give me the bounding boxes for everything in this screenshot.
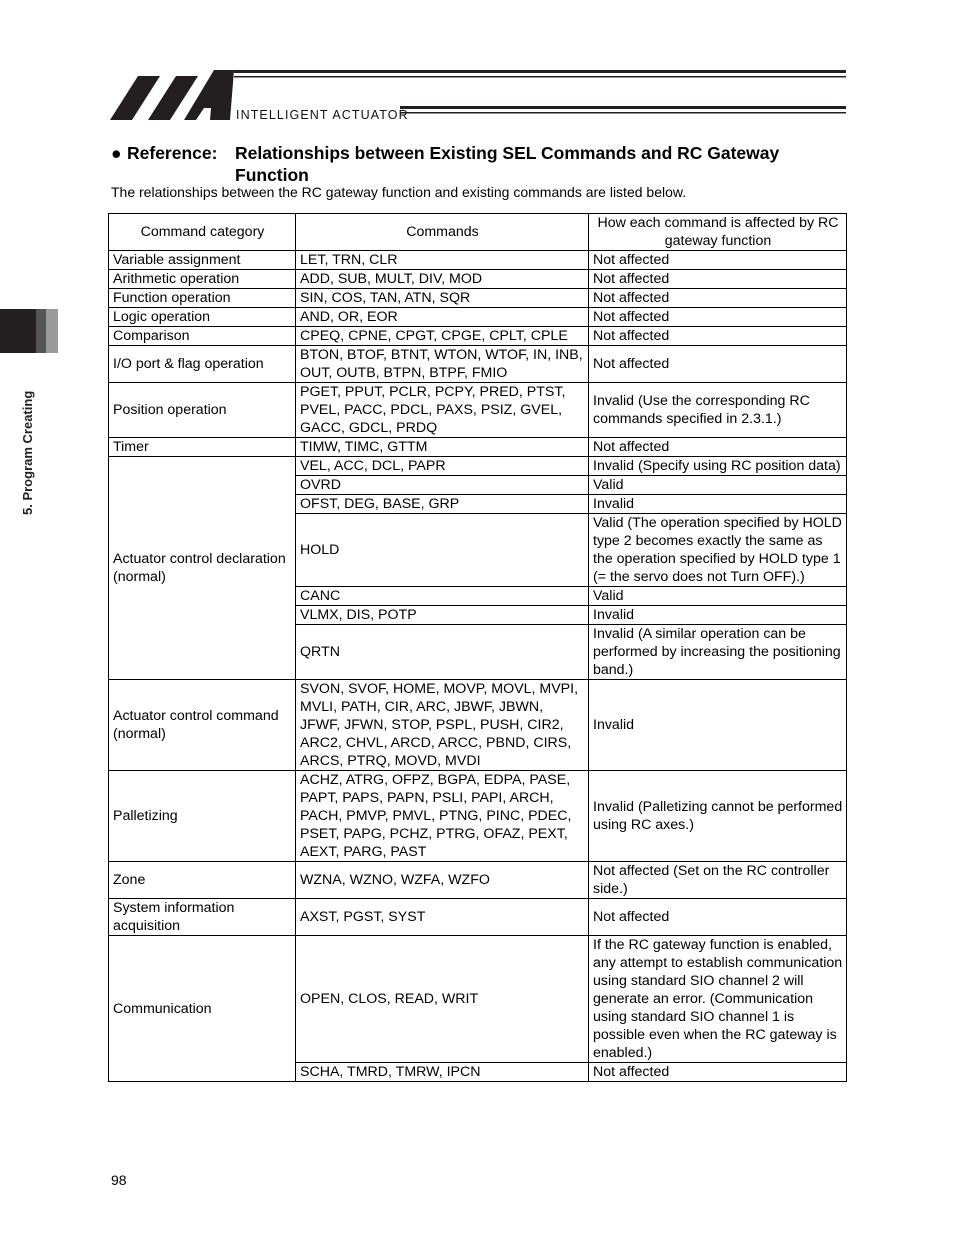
table-row [109,936,847,1063]
commands-cell: VEL, ACC, DCL, PAPR [296,457,589,476]
effect-cell: Invalid (Specify using RC position data) [589,457,847,476]
table-row [109,680,847,771]
table-body [109,251,847,1082]
effect-cell: Not affected [589,899,847,936]
category-cell: Communication [109,936,296,1082]
commands-cell: PGET, PPUT, PCLR, PCPY, PRED, PTST, PVEL, PACC, PDCL, PAXS, PSIZ, GVEL, GACC, GDCL, PRDQ [296,383,589,438]
table-row [109,899,847,936]
commands-cell: SIN, COS, TAN, ATN, SQR [296,289,589,308]
category-cell: Arithmetic operation [109,270,296,289]
table-row [109,270,847,289]
effect-cell: If the RC gateway function is enabled, any attempt to establish communication using standard SIO channel 2 will generate an error. (Communication using standard SIO channel 1 is possible even when the RC gateway is enabled.) [589,936,847,1063]
category-cell: Comparison [109,327,296,346]
table-row [109,383,847,438]
commands-cell: ADD, SUB, MULT, DIV, MOD [296,270,589,289]
effect-cell: Invalid (Use the corresponding RC commands specified in 2.3.1.) [589,383,847,438]
table-row [109,251,847,270]
effect-cell: Invalid [589,495,847,514]
commands-cell: CANC [296,587,589,606]
category-cell: Zone [109,862,296,899]
commands-cell: QRTN [296,625,589,680]
category-cell: Palletizing [109,771,296,862]
commands-cell: CPEQ, CPNE, CPGT, CPGE, CPLT, CPLE [296,327,589,346]
category-cell: Position operation [109,383,296,438]
commands-cell: AXST, PGST, SYST [296,899,589,936]
commands-cell: TIMW, TIMC, GTTM [296,438,589,457]
commands-cell: LET, TRN, CLR [296,251,589,270]
effect-cell: Invalid [589,606,847,625]
effect-cell: Not affected [589,438,847,457]
section-heading [111,142,779,186]
effect-cell: Valid [589,587,847,606]
category-cell: I/O port & flag operation [109,346,296,383]
commands-cell: OVRD [296,476,589,495]
commands-cell: WZNA, WZNO, WZFA, WZFO [296,862,589,899]
effect-cell: Not affected [589,346,847,383]
commands-cell: OPEN, CLOS, READ, WRIT [296,936,589,1063]
header-category: Command category [109,214,296,251]
table-header-row [109,214,847,251]
effect-cell: Invalid [589,680,847,771]
category-cell: Actuator control command (normal) [109,680,296,771]
table-row [109,308,847,327]
effect-cell: Not affected [589,1063,847,1082]
table-row [109,346,847,383]
chapter-tab-marker [0,309,58,353]
table-row [109,771,847,862]
commands-cell: OFST, DEG, BASE, GRP [296,495,589,514]
category-cell: System information acquisition [109,899,296,936]
table-row [109,327,847,346]
heading-title-line1: Relationships between Existing SEL Commands and RC Gateway [235,143,780,163]
commands-cell: BTON, BTOF, BTNT, WTON, WTOF, IN, INB, OUT, OUTB, BTPN, BTPF, FMIO [296,346,589,383]
category-cell: Function operation [109,289,296,308]
effect-cell: Valid (The operation specified by HOLD type 2 becomes exactly the same as the operation specified by HOLD type 1 (= the servo does not Turn OFF).) [589,514,847,587]
effect-cell: Invalid (Palletizing cannot be performed using RC axes.) [589,771,847,862]
iai-logo [110,68,846,126]
table-row [109,457,847,476]
relationship-table [108,213,847,1082]
brand-wordmark: INTELLIGENT ACTUATOR [236,108,409,122]
effect-cell: Not affected [589,270,847,289]
table-row [109,862,847,899]
effect-cell: Valid [589,476,847,495]
category-cell: Logic operation [109,308,296,327]
chapter-label: 5. Program Creating [20,390,35,515]
commands-cell: AND, OR, EOR [296,308,589,327]
effect-cell: Not affected [589,251,847,270]
effect-cell: Not affected [589,308,847,327]
category-cell: Actuator control declaration (normal) [109,457,296,680]
effect-cell: Not affected (Set on the RC controller side.) [589,862,847,899]
commands-cell: VLMX, DIS, POTP [296,606,589,625]
page-number: 98 [111,1172,127,1188]
effect-cell: Not affected [589,327,847,346]
intro-paragraph: The relationships between the RC gateway function and existing commands are listed below. [111,184,687,200]
bullet-icon: ● [111,143,122,163]
commands-cell: HOLD [296,514,589,587]
heading-title-line2: Function [235,165,309,185]
commands-cell: SVON, SVOF, HOME, MOVP, MOVL, MVPI, MVLI, PATH, CIR, ARC, JBWF, JBWN, JFWF, JFWN, STOP, PSPL, PUSH, CIR2, ARC2, CHVL, ARCD, ARCC, PBND, CIRS, ARCS, PTRQ, MOVD, MVDI [296,680,589,771]
heading-lead: Reference: [127,143,218,163]
category-cell: Timer [109,438,296,457]
table-row [109,289,847,308]
header-commands: Commands [296,214,589,251]
header-effect: How each command is affected by RC gateway function [589,214,847,251]
effect-cell: Invalid (A similar operation can be performed by increasing the positioning band.) [589,625,847,680]
commands-cell: SCHA, TMRD, TMRW, IPCN [296,1063,589,1082]
commands-cell: ACHZ, ATRG, OFPZ, BGPA, EDPA, PASE, PAPT, PAPS, PAPN, PSLI, PAPI, ARCH, PACH, PMVP, PMVL, PTNG, PINC, PDEC, PSET, PAPG, PCHZ, PTRG, OFAZ, PEXT, AEXT, PARG, PAST [296,771,589,862]
category-cell: Variable assignment [109,251,296,270]
effect-cell: Not affected [589,289,847,308]
table-row [109,438,847,457]
